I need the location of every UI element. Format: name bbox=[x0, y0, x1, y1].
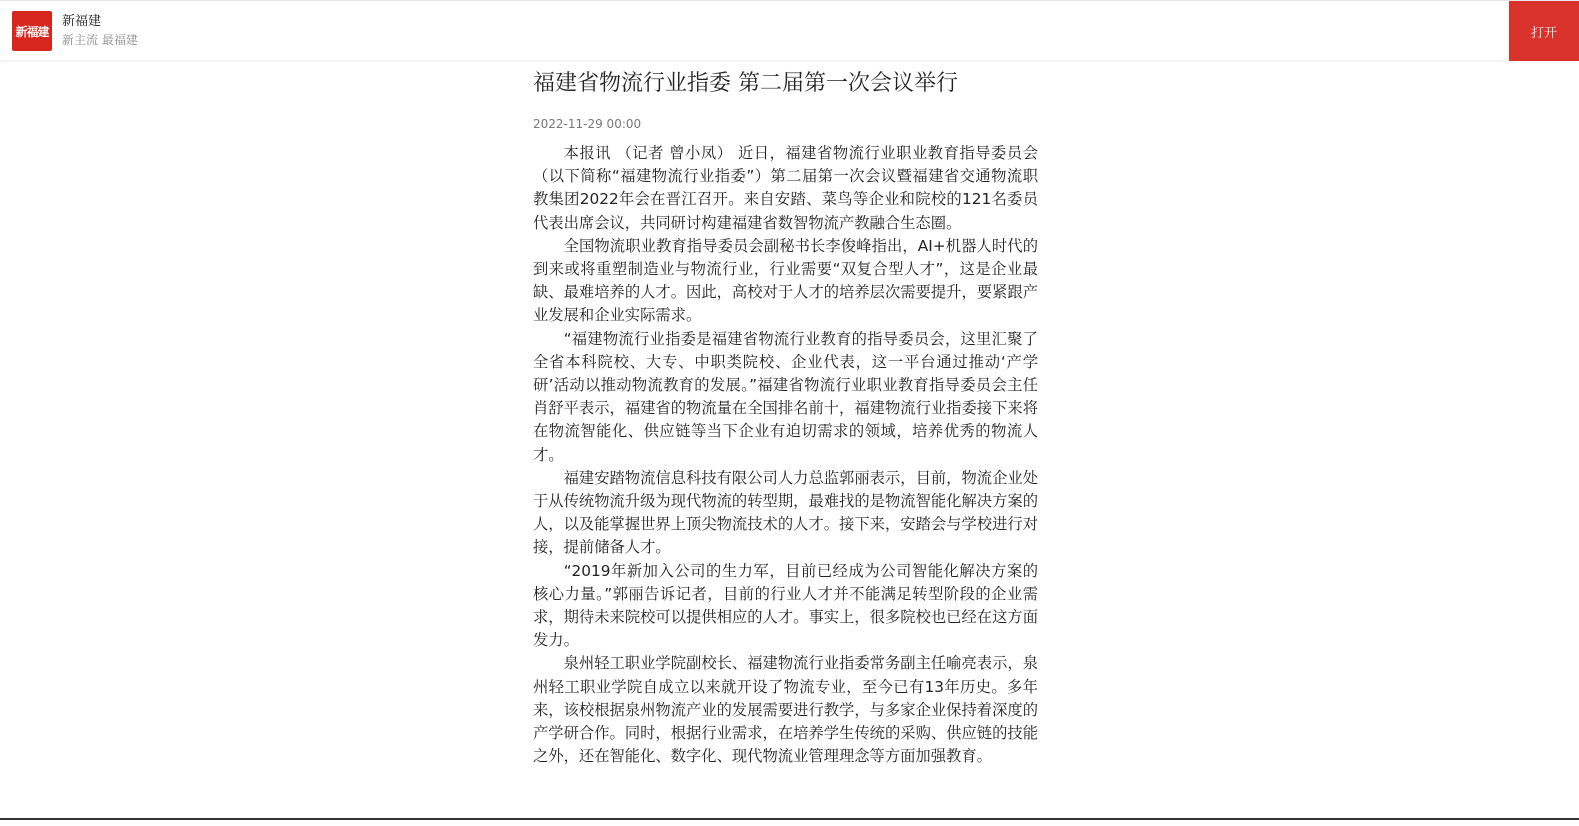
article-paragraph: “2019年新加入公司的生力军，目前已经成为公司智能化解决方案的核心力量。”郭丽告诉记者，目前的行业人才并不能满足转型阶段的企业需求，期待未来院校可以提供相应的人才。事实上，很多院校也已经在这方面发力。 bbox=[533, 561, 1038, 650]
article-title: 福建省物流行业指委 第二届第一次会议举行 bbox=[533, 71, 958, 96]
bottom-divider bbox=[0, 818, 1579, 820]
article-paragraph: “福建物流行业指委是福建省物流行业教育的指导委员会，这里汇聚了全省本科院校、大专、中职类院校、企业代表，这一平台通过推动‘产学研’活动以推动物流教育的发展。”福建省物流行业职业教育指导委员会主任肖舒平表示，福建省的物流量在全国排名前十，福建物流行业指委接下来将在物流智能化、供应链等当下企业有迫切需求的领域，培养优秀的物流人才。 bbox=[533, 329, 1038, 464]
article-paragraph: 全国物流职业教育指导委员会副秘书长李俊峰指出，AI+机器人时代的到来或将重塑制造业与物流行业，行业需要“双复合型人才”，这是企业最缺、最难培养的人才。因此，高校对于人才的培养层次需要提升，要紧跟产业发展和企业实际需求。 bbox=[533, 236, 1038, 325]
open-app-button[interactable]: 打开 bbox=[1509, 1, 1579, 61]
app-banner bbox=[0, 0, 1579, 60]
article-paragraph: 福建安踏物流信息科技有限公司人力总监郭丽表示，目前，物流企业处于从传统物流升级为现代物流的转型期，最难找的是物流智能化解决方案的人，以及能掌握世界上顶尖物流技术的人才。接下来，安踏会与学校进行对接，提前储备人才。 bbox=[533, 468, 1038, 557]
app-name: 新福建 bbox=[62, 14, 102, 29]
article-body bbox=[533, 142, 1038, 768]
article-paragraph: 泉州轻工职业学院副校长、福建物流行业指委常务副主任喻亮表示，泉州轻工职业学院自成立以来就开设了物流专业，至今已有13年历史。多年来，该校根据泉州物流产业的发展需要进行教学，与多家企业保持着深度的产学研合作。同时，根据行业需求，在培养学生传统的采购、供应链的技能之外，还在智能化、数字化、现代物流业管理理念等方面加强教育。 bbox=[533, 654, 1038, 766]
article bbox=[533, 68, 1038, 768]
app-logo-icon: 新福建 bbox=[12, 11, 52, 51]
article-paragraph: 本报讯 （记者 曾小凤） 近日，福建省物流行业职业教育指导委员会（以下简称“福建物流行业指委”）第二届第一次会议暨福建省交通物流职教集团2022年会在晋江召开。来自安踏、菜鸟等企业和院校的121名委员代表出席会议，共同研讨构建福建省数智物流产教融合生态圈。 bbox=[533, 144, 1038, 232]
article-date: 2022-11-29 00:00 bbox=[533, 117, 642, 131]
app-slogan: 新主流 最福建 bbox=[62, 33, 138, 47]
